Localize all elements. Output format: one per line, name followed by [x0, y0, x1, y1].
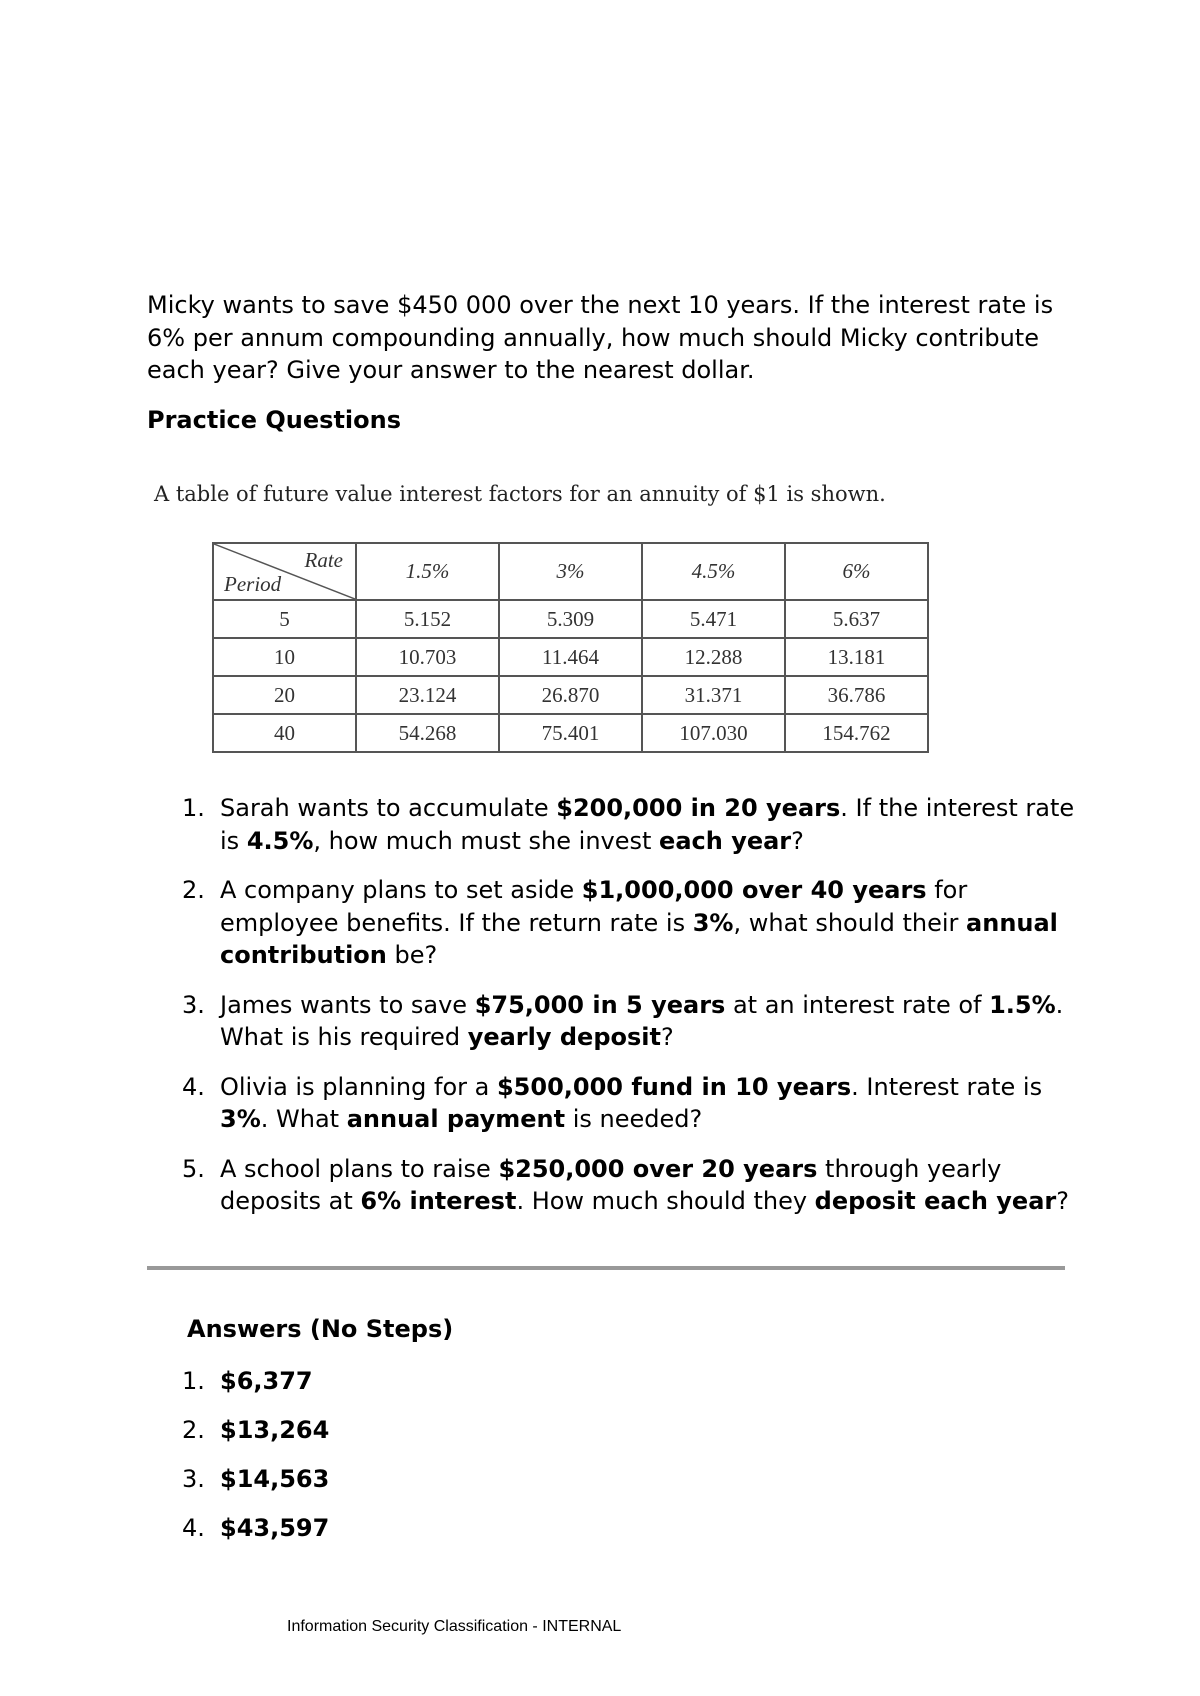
factor-cell: 13.181 — [785, 638, 928, 676]
factor-cell: 5.152 — [356, 600, 499, 638]
list-number: 2. — [182, 876, 205, 904]
list-number: 1. — [182, 1367, 205, 1395]
list-item — [180, 1463, 780, 1496]
corner-period-label: Period — [224, 572, 282, 596]
factor-cell: 5.471 — [642, 600, 785, 638]
question-run: ? — [1056, 1187, 1069, 1215]
period-cell: 10 — [213, 638, 356, 676]
question-emphasis: yearly deposit — [467, 1023, 661, 1051]
corner-rate-label: Rate — [304, 548, 343, 572]
list-number: 5. — [182, 1154, 205, 1183]
answer-value: $6,377 — [220, 1367, 313, 1395]
list-number: 3. — [182, 1465, 205, 1493]
classification-footer: Information Security Classification - INTERNAL — [287, 1618, 622, 1635]
factor-cell: 10.703 — [356, 638, 499, 676]
question-run: . If the interest rate is — [220, 794, 1075, 855]
list-number: 1. — [182, 794, 205, 822]
question-emphasis: $75,000 in 5 years — [474, 990, 726, 1019]
rate-header: 1.5% — [356, 543, 499, 600]
period-cell: 5 — [213, 600, 356, 638]
question-emphasis: 3% — [220, 1105, 261, 1133]
table-header-row — [213, 543, 928, 600]
question-emphasis: $200,000 in 20 years — [556, 794, 841, 822]
question-emphasis: 4.5% — [246, 826, 314, 855]
table-corner-cell — [213, 543, 356, 600]
list-number: 4. — [182, 1072, 205, 1101]
answers-heading: Answers (No Steps) — [187, 1315, 454, 1343]
question-run: for employee benefits. If the return rate is — [220, 876, 968, 937]
practice-questions-heading: Practice Questions — [147, 406, 402, 434]
table-row — [213, 638, 928, 676]
question-run: Sarah wants to accumulate — [220, 794, 557, 822]
factor-cell: 107.030 — [642, 714, 785, 752]
rate-header: 3% — [499, 543, 642, 600]
question-emphasis: annual contribution — [220, 908, 1058, 969]
answer-value: $43,597 — [220, 1514, 330, 1542]
factor-cell: 31.371 — [642, 676, 785, 714]
period-cell: 20 — [213, 676, 356, 714]
list-item — [180, 792, 1080, 857]
list-item — [180, 1365, 780, 1398]
question-run: . Interest rate is — [851, 1072, 1043, 1101]
question-emphasis: 3% — [692, 908, 734, 937]
rate-header: 6% — [785, 543, 928, 600]
question-text — [220, 876, 1058, 969]
rate-header: 4.5% — [642, 543, 785, 600]
question-emphasis: annual payment — [346, 1105, 566, 1133]
horizontal-divider — [147, 1266, 1065, 1270]
question-run: A school plans to raise — [220, 1154, 499, 1183]
table-row — [213, 600, 928, 638]
fvifa-table — [212, 542, 929, 753]
question-run: . What is his required — [220, 990, 1064, 1051]
question-run: A company plans to set aside — [220, 876, 582, 904]
question-emphasis: each year — [659, 826, 792, 855]
period-cell: 40 — [213, 714, 356, 752]
intro-question: Micky wants to save $450 000 over the next 10 years. If the interest rate is 6% per annum compounding annually, how much should Micky contribute each year? Give your answer to the nearest dollar. — [147, 291, 1054, 384]
factor-cell: 23.124 — [356, 676, 499, 714]
question-run: . How much should they — [516, 1187, 815, 1215]
question-run: Olivia is planning for a — [220, 1072, 497, 1101]
question-emphasis: 6% interest — [360, 1187, 517, 1215]
question-run: James wants to save — [220, 990, 475, 1019]
question-run: is needed? — [565, 1105, 703, 1133]
list-item — [180, 1414, 780, 1447]
question-emphasis: $250,000 over 20 years — [498, 1154, 818, 1183]
factor-cell: 75.401 — [499, 714, 642, 752]
answer-value: $13,264 — [220, 1416, 330, 1444]
list-item — [180, 1153, 1080, 1218]
factor-cell: 36.786 — [785, 676, 928, 714]
question-run: . What — [260, 1105, 347, 1133]
factor-cell: 26.870 — [499, 676, 642, 714]
table-row — [213, 676, 928, 714]
list-number: 2. — [182, 1416, 205, 1444]
factor-cell: 154.762 — [785, 714, 928, 752]
question-emphasis: $500,000 fund in 10 years — [496, 1072, 852, 1101]
list-number: 3. — [182, 990, 205, 1019]
factor-cell: 11.464 — [499, 638, 642, 676]
question-text — [220, 1155, 1069, 1216]
factor-cell: 12.288 — [642, 638, 785, 676]
question-run: at an interest rate of — [725, 990, 990, 1019]
question-text — [220, 794, 1074, 855]
question-emphasis: deposit each year — [814, 1187, 1057, 1215]
factor-cell: 5.309 — [499, 600, 642, 638]
list-item — [180, 1071, 1080, 1136]
question-run: , how much must she invest — [313, 826, 660, 855]
question-run: , what should their — [733, 908, 967, 937]
list-item — [180, 989, 1080, 1054]
answer-value: $14,563 — [220, 1465, 330, 1493]
question-text — [220, 1073, 1042, 1134]
answer-list — [180, 1365, 780, 1561]
list-item — [180, 1512, 780, 1545]
question-run: ? — [660, 1023, 674, 1051]
factor-cell: 54.268 — [356, 714, 499, 752]
question-emphasis: $1,000,000 over 40 years — [581, 876, 927, 904]
list-number: 4. — [182, 1514, 205, 1542]
question-run: be? — [386, 941, 438, 969]
table-row — [213, 714, 928, 752]
question-run: through yearly deposits at — [220, 1154, 1002, 1215]
list-item — [180, 874, 1080, 972]
table-caption: A table of future value interest factors for an annuity of $1 is shown. — [154, 482, 886, 506]
factor-cell: 5.637 — [785, 600, 928, 638]
question-emphasis: 1.5% — [989, 990, 1056, 1019]
question-run: ? — [791, 826, 804, 855]
practice-question-list — [180, 792, 1080, 1235]
question-text — [220, 991, 1063, 1052]
